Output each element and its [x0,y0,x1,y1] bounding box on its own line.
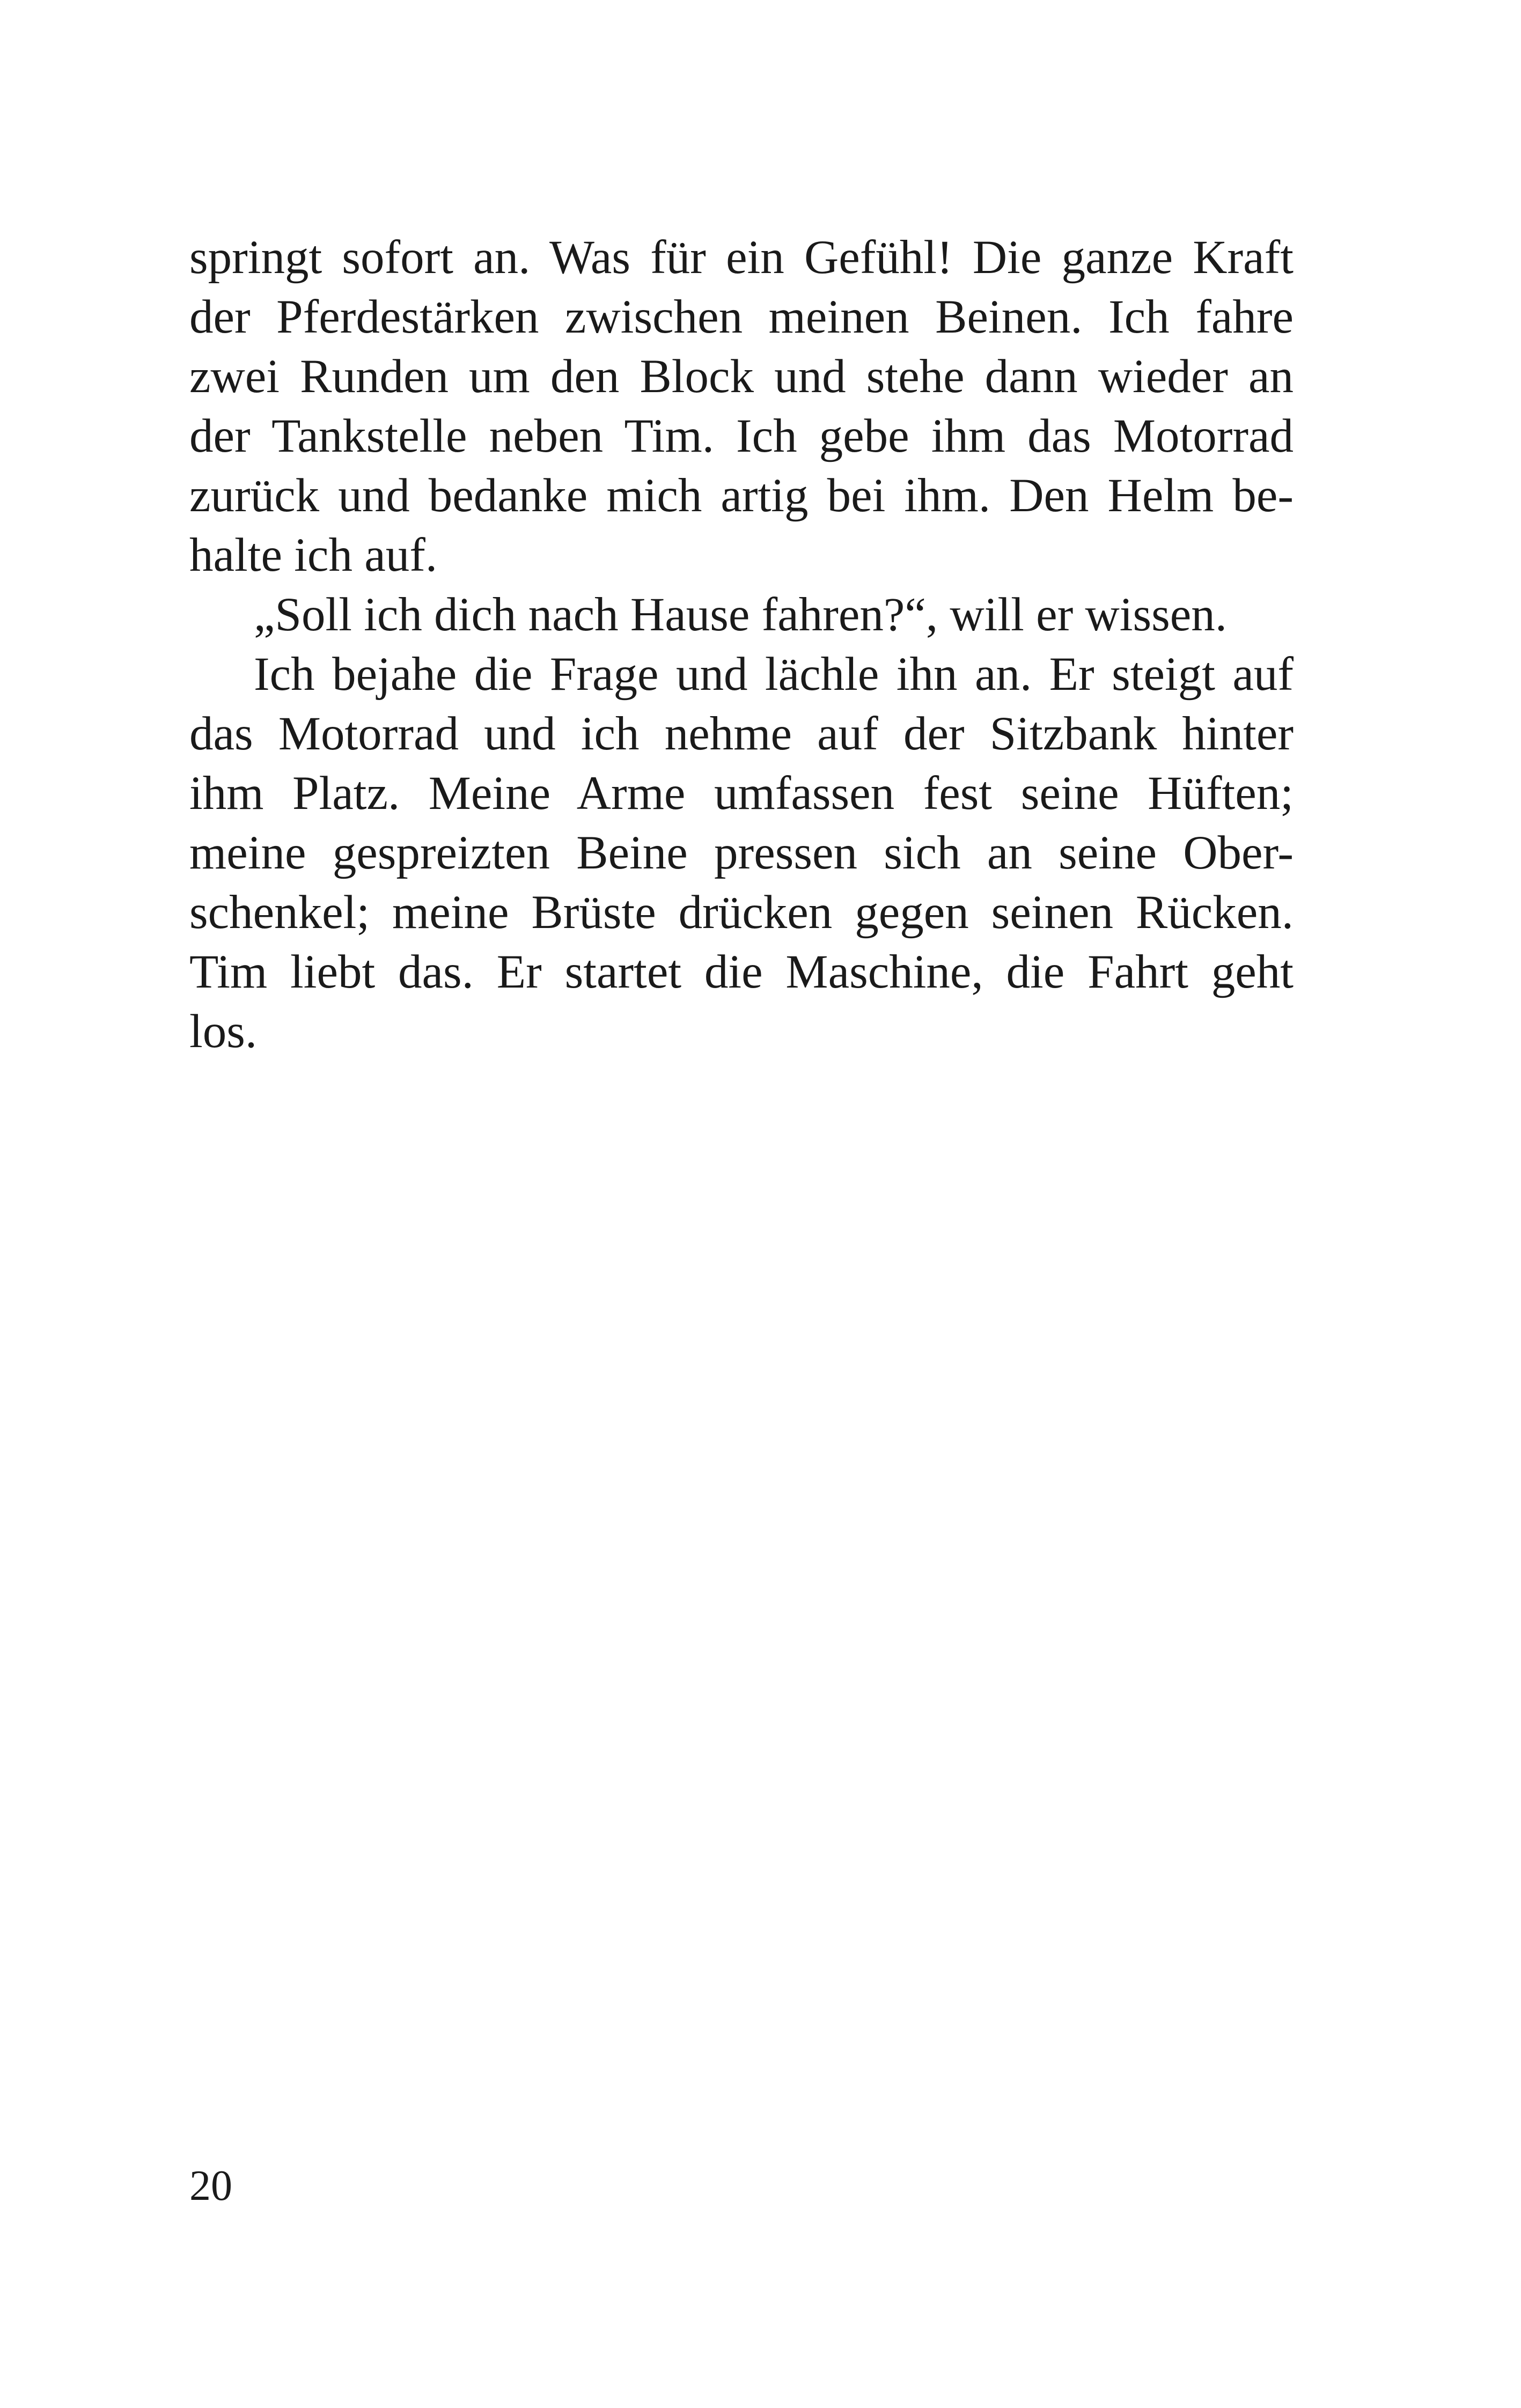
page-number: 20 [189,2162,232,2210]
text-line: meine gespreizten Beine pressen sich an seine Ober- [189,827,1294,879]
text-line: zurück und bedanke mich artig bei ihm. Den Helm be- [189,469,1294,522]
body-text [189,228,1294,1062]
text-line: der Pferdestärken zwischen meinen Beinen. Ich fahre [189,291,1294,343]
text-line: „Soll ich dich nach Hause fahren?“, will er wissen. [254,588,1227,641]
text-line: los. [189,1005,258,1058]
text-line: schenkel; meine Brüste drücken gegen seinen Rücken. [189,886,1294,939]
text-line: der Tankstelle neben Tim. Ich gebe ihm das Motorrad [189,410,1294,462]
text-line: ihm Platz. Meine Arme umfassen fest seine Hüften; [189,767,1294,820]
paragraph-1 [189,228,1294,585]
text-line: halte ich auf. [189,529,438,581]
text-line: Tim liebt das. Er startet die Maschine, die Fahrt geht [189,946,1294,998]
text-line: Ich bejahe die Frage und lächle ihn an. Er steigt auf [254,648,1294,701]
text-line: das Motorrad und ich nehme auf der Sitzbank hinter [189,708,1294,760]
paragraph-2 [189,585,1294,645]
text-line: zwei Runden um den Block und stehe dann wieder an [189,350,1294,403]
text-line: springt sofort an. Was für ein Gefühl! Die ganze Kraft [189,231,1294,284]
paragraph-3 [189,645,1294,1062]
